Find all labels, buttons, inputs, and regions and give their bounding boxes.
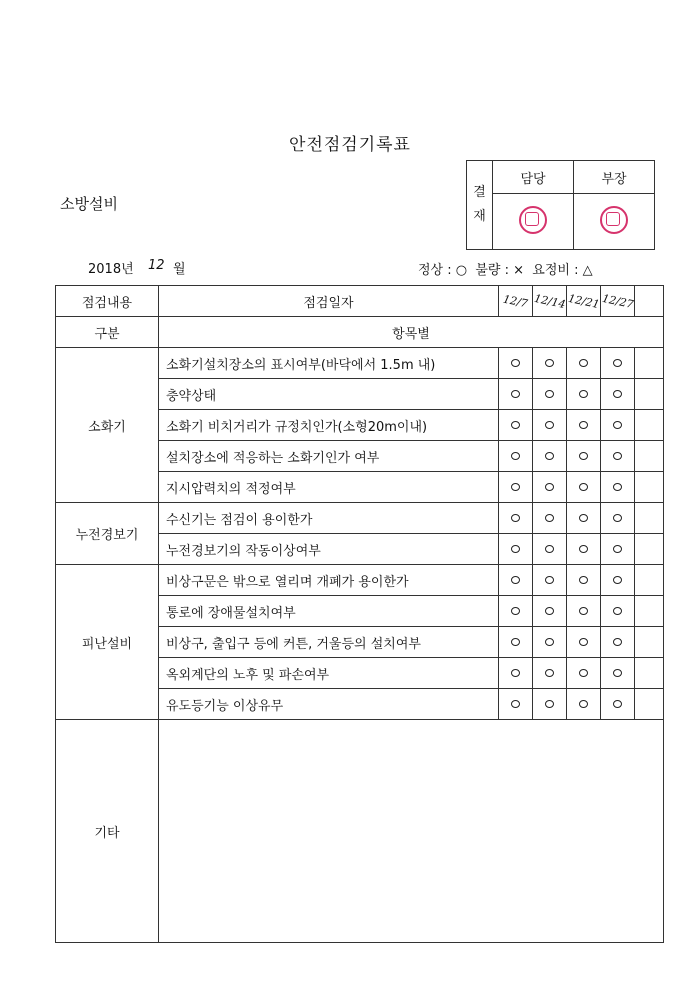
check-cell[interactable] xyxy=(567,534,601,565)
check-item: 비상구문은 밖으로 열리며 개폐가 용이한가 xyxy=(159,565,499,596)
normal-mark-icon xyxy=(613,638,622,646)
check-cell[interactable] xyxy=(601,379,635,410)
group-label: 소화기 xyxy=(56,348,159,503)
normal-mark-icon xyxy=(511,452,520,460)
normal-mark-icon xyxy=(613,669,622,677)
normal-mark-icon xyxy=(545,421,554,429)
legend-text: 정상 : ○ 불량 : × 요정비 : △ xyxy=(418,263,593,278)
normal-mark-icon xyxy=(545,483,554,491)
check-cell[interactable] xyxy=(499,410,533,441)
normal-mark-icon xyxy=(579,514,588,522)
date-col-2 xyxy=(533,286,567,317)
normal-mark-icon xyxy=(613,545,622,553)
director-signature-cell xyxy=(574,194,655,250)
manager-stamp-icon xyxy=(519,206,547,234)
month-label: 월 xyxy=(173,262,186,277)
check-item: 수신기는 점검이 용이한가 xyxy=(159,503,499,534)
normal-mark-icon xyxy=(511,421,520,429)
empty-cell xyxy=(635,441,664,472)
empty-cell xyxy=(635,379,664,410)
group-label: 누전경보기 xyxy=(56,503,159,565)
header-row xyxy=(56,286,664,317)
group-label: 피난설비 xyxy=(56,565,159,720)
normal-mark-icon xyxy=(579,700,588,708)
check-item: 소화기설치장소의 표시여부(바닥에서 1.5m 내) xyxy=(159,348,499,379)
normal-mark-icon xyxy=(613,359,622,367)
check-cell[interactable] xyxy=(601,627,635,658)
check-cell[interactable] xyxy=(533,565,567,596)
check-cell[interactable] xyxy=(533,627,567,658)
normal-mark-icon xyxy=(579,607,588,615)
empty-cell xyxy=(635,565,664,596)
item-label: 항목별 xyxy=(159,317,664,348)
other-row xyxy=(56,720,664,943)
check-cell[interactable] xyxy=(499,379,533,410)
check-cell[interactable] xyxy=(601,472,635,503)
check-cell[interactable] xyxy=(601,441,635,472)
normal-mark-icon xyxy=(579,483,588,491)
normal-mark-icon xyxy=(511,700,520,708)
normal-mark-icon xyxy=(511,576,520,584)
check-cell[interactable] xyxy=(499,472,533,503)
check-cell[interactable] xyxy=(567,689,601,720)
normal-mark-icon xyxy=(579,359,588,367)
normal-mark-icon xyxy=(511,390,520,398)
check-cell[interactable] xyxy=(533,441,567,472)
other-notes-area[interactable] xyxy=(159,720,664,943)
director-stamp-icon xyxy=(600,206,628,234)
normal-mark-icon xyxy=(579,576,588,584)
empty-cell xyxy=(635,503,664,534)
check-cell[interactable] xyxy=(567,503,601,534)
date-label: 점검일자 xyxy=(159,286,499,317)
normal-mark-icon xyxy=(545,359,554,367)
check-cell[interactable] xyxy=(499,441,533,472)
normal-mark-icon xyxy=(545,669,554,677)
check-cell[interactable] xyxy=(601,410,635,441)
check-item: 소화기 비치거리가 규정치인가(소형20m이내) xyxy=(159,410,499,441)
normal-mark-icon xyxy=(579,421,588,429)
normal-mark-icon xyxy=(579,452,588,460)
normal-mark-icon xyxy=(511,483,520,491)
normal-mark-icon xyxy=(579,390,588,398)
normal-mark-icon xyxy=(579,545,588,553)
check-cell[interactable] xyxy=(533,410,567,441)
date-1: 12/7 xyxy=(502,292,529,310)
check-cell[interactable] xyxy=(601,596,635,627)
empty-cell xyxy=(635,596,664,627)
normal-mark-icon xyxy=(511,638,520,646)
section-label: 구분 xyxy=(56,317,159,348)
check-cell[interactable] xyxy=(499,658,533,689)
check-cell[interactable] xyxy=(601,503,635,534)
table-row xyxy=(56,503,664,534)
month-value: 12 xyxy=(148,258,165,273)
normal-mark-icon xyxy=(613,483,622,491)
table-row xyxy=(56,565,664,596)
normal-mark-icon xyxy=(545,638,554,646)
check-cell[interactable] xyxy=(601,565,635,596)
check-cell[interactable] xyxy=(533,658,567,689)
check-cell[interactable] xyxy=(499,348,533,379)
normal-mark-icon xyxy=(545,545,554,553)
check-cell[interactable] xyxy=(499,565,533,596)
date-4: 12/27 xyxy=(600,291,635,311)
normal-mark-icon xyxy=(511,607,520,615)
check-cell[interactable] xyxy=(533,596,567,627)
check-item: 비상구, 출입구 등에 커튼, 거울등의 설치여부 xyxy=(159,627,499,658)
check-cell[interactable] xyxy=(533,379,567,410)
check-cell[interactable] xyxy=(533,348,567,379)
approval-col-manager: 담당 xyxy=(493,161,574,194)
approval-col-director: 부장 xyxy=(574,161,655,194)
category-title: 소방설비 xyxy=(60,195,118,213)
date-3: 12/21 xyxy=(566,291,601,311)
section-header-row xyxy=(56,317,664,348)
check-cell[interactable] xyxy=(567,596,601,627)
normal-mark-icon xyxy=(613,514,622,522)
approval-label-2: 재 xyxy=(473,209,486,224)
empty-cell xyxy=(635,348,664,379)
other-label: 기타 xyxy=(56,720,159,943)
check-cell[interactable] xyxy=(533,689,567,720)
normal-mark-icon xyxy=(545,514,554,522)
check-cell[interactable] xyxy=(567,348,601,379)
page-title: 안전점검기록표 xyxy=(289,135,411,155)
check-cell[interactable] xyxy=(567,410,601,441)
normal-mark-icon xyxy=(613,421,622,429)
check-cell[interactable] xyxy=(567,658,601,689)
check-item: 누전경보기의 작동이상여부 xyxy=(159,534,499,565)
normal-mark-icon xyxy=(545,576,554,584)
check-cell[interactable] xyxy=(499,627,533,658)
check-cell[interactable] xyxy=(567,565,601,596)
empty-cell xyxy=(635,534,664,565)
normal-mark-icon xyxy=(545,452,554,460)
approval-label xyxy=(467,161,493,250)
check-cell[interactable] xyxy=(567,472,601,503)
check-cell[interactable] xyxy=(567,379,601,410)
check-cell[interactable] xyxy=(601,658,635,689)
check-cell[interactable] xyxy=(533,534,567,565)
check-cell[interactable] xyxy=(533,472,567,503)
table-row xyxy=(56,348,664,379)
check-cell[interactable] xyxy=(567,441,601,472)
check-cell[interactable] xyxy=(601,534,635,565)
date-col-4 xyxy=(601,286,635,317)
check-cell[interactable] xyxy=(499,503,533,534)
manager-signature-cell xyxy=(493,194,574,250)
empty-cell xyxy=(635,689,664,720)
date-col-1 xyxy=(499,286,533,317)
check-item: 설치장소에 적응하는 소화기인가 여부 xyxy=(159,441,499,472)
normal-mark-icon xyxy=(613,700,622,708)
check-item: 통로에 장애물설치여부 xyxy=(159,596,499,627)
empty-cell xyxy=(635,472,664,503)
empty-cell xyxy=(635,410,664,441)
check-cell[interactable] xyxy=(567,627,601,658)
check-cell[interactable] xyxy=(533,503,567,534)
normal-mark-icon xyxy=(613,390,622,398)
normal-mark-icon xyxy=(579,669,588,677)
approval-label-1: 결 xyxy=(473,185,486,200)
check-cell[interactable] xyxy=(499,534,533,565)
normal-mark-icon xyxy=(545,607,554,615)
normal-mark-icon xyxy=(613,607,622,615)
inspection-table xyxy=(55,285,664,943)
check-item: 지시압력치의 적정여부 xyxy=(159,472,499,503)
normal-mark-icon xyxy=(579,638,588,646)
empty-cell xyxy=(635,658,664,689)
normal-mark-icon xyxy=(613,452,622,460)
content-label: 점검내용 xyxy=(56,286,159,317)
empty-cell xyxy=(635,627,664,658)
check-cell[interactable] xyxy=(601,689,635,720)
check-cell[interactable] xyxy=(499,689,533,720)
date-col-3 xyxy=(567,286,601,317)
approval-box xyxy=(466,160,655,250)
normal-mark-icon xyxy=(545,390,554,398)
normal-mark-icon xyxy=(511,545,520,553)
check-item: 충약상태 xyxy=(159,379,499,410)
year-text: 2018년 xyxy=(88,262,134,277)
check-cell[interactable] xyxy=(499,596,533,627)
check-item: 옥외계단의 노후 및 파손여부 xyxy=(159,658,499,689)
normal-mark-icon xyxy=(613,576,622,584)
normal-mark-icon xyxy=(511,669,520,677)
normal-mark-icon xyxy=(511,359,520,367)
normal-mark-icon xyxy=(545,700,554,708)
check-cell[interactable] xyxy=(601,348,635,379)
normal-mark-icon xyxy=(511,514,520,522)
check-item: 유도등기능 이상유무 xyxy=(159,689,499,720)
date-2: 12/14 xyxy=(532,291,567,311)
date-col-empty xyxy=(635,286,664,317)
